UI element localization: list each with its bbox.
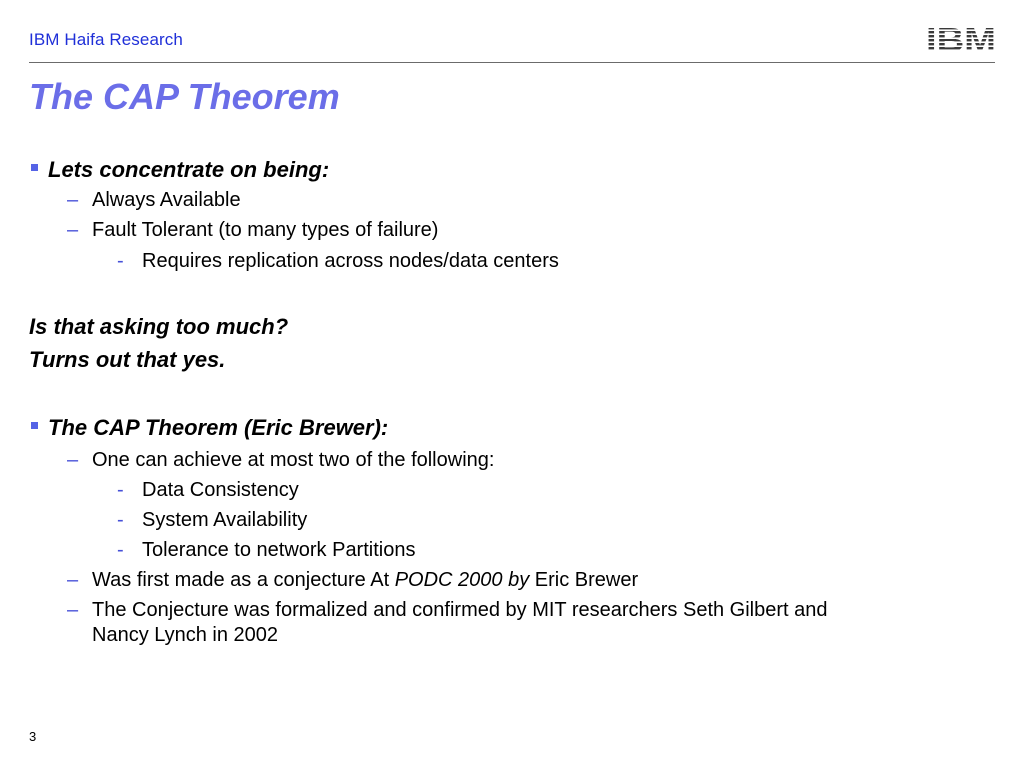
- sub-sub-item: Requires replication across nodes/data centers: [142, 250, 559, 272]
- question-text: Is that asking too much?: [29, 314, 289, 339]
- sub-item: One can achieve at most two of the following:: [92, 449, 495, 471]
- bullet-heading-1: Lets concentrate on being:: [48, 157, 330, 182]
- dash-bullet-icon: –: [67, 219, 79, 241]
- hyphen-bullet-icon: -: [117, 539, 124, 561]
- dash-bullet-icon: –: [67, 449, 79, 471]
- conjecture-text-start: Was first made as a conjecture At: [92, 569, 395, 591]
- dash-bullet-icon: –: [67, 569, 79, 591]
- header-divider: [29, 62, 995, 63]
- square-bullet-icon: [31, 164, 38, 171]
- hyphen-bullet-icon: -: [117, 509, 124, 531]
- sub-item-formalized-line2: Nancy Lynch in 2002: [92, 624, 279, 646]
- conjecture-text-end: Eric Brewer: [529, 569, 639, 591]
- hyphen-bullet-icon: -: [117, 250, 124, 272]
- ibm-logo: [926, 24, 996, 54]
- answer-text: Turns out that yes.: [29, 347, 226, 372]
- sub-sub-item: System Availability: [142, 509, 308, 531]
- hyphen-bullet-icon: -: [117, 479, 124, 501]
- sub-sub-item: Data Consistency: [142, 479, 299, 501]
- slide-title: The CAP Theorem: [29, 76, 340, 117]
- header-organization: IBM Haifa Research: [29, 30, 183, 49]
- sub-item-conjecture: [92, 568, 638, 592]
- dash-bullet-icon: –: [67, 599, 79, 621]
- square-bullet-icon: [31, 422, 38, 429]
- sub-item: Fault Tolerant (to many types of failure): [92, 219, 439, 241]
- bullet-heading-2: The CAP Theorem (Eric Brewer):: [48, 415, 389, 440]
- page-number: 3: [29, 729, 37, 744]
- sub-item-formalized-line1: The Conjecture was formalized and confirmed by MIT researchers Seth Gilbert and: [92, 599, 828, 621]
- sub-item: Always Available: [92, 189, 241, 211]
- conjecture-venue: PODC 2000 by: [394, 569, 530, 591]
- dash-bullet-icon: –: [67, 189, 79, 211]
- sub-sub-item: Tolerance to network Partitions: [142, 539, 416, 561]
